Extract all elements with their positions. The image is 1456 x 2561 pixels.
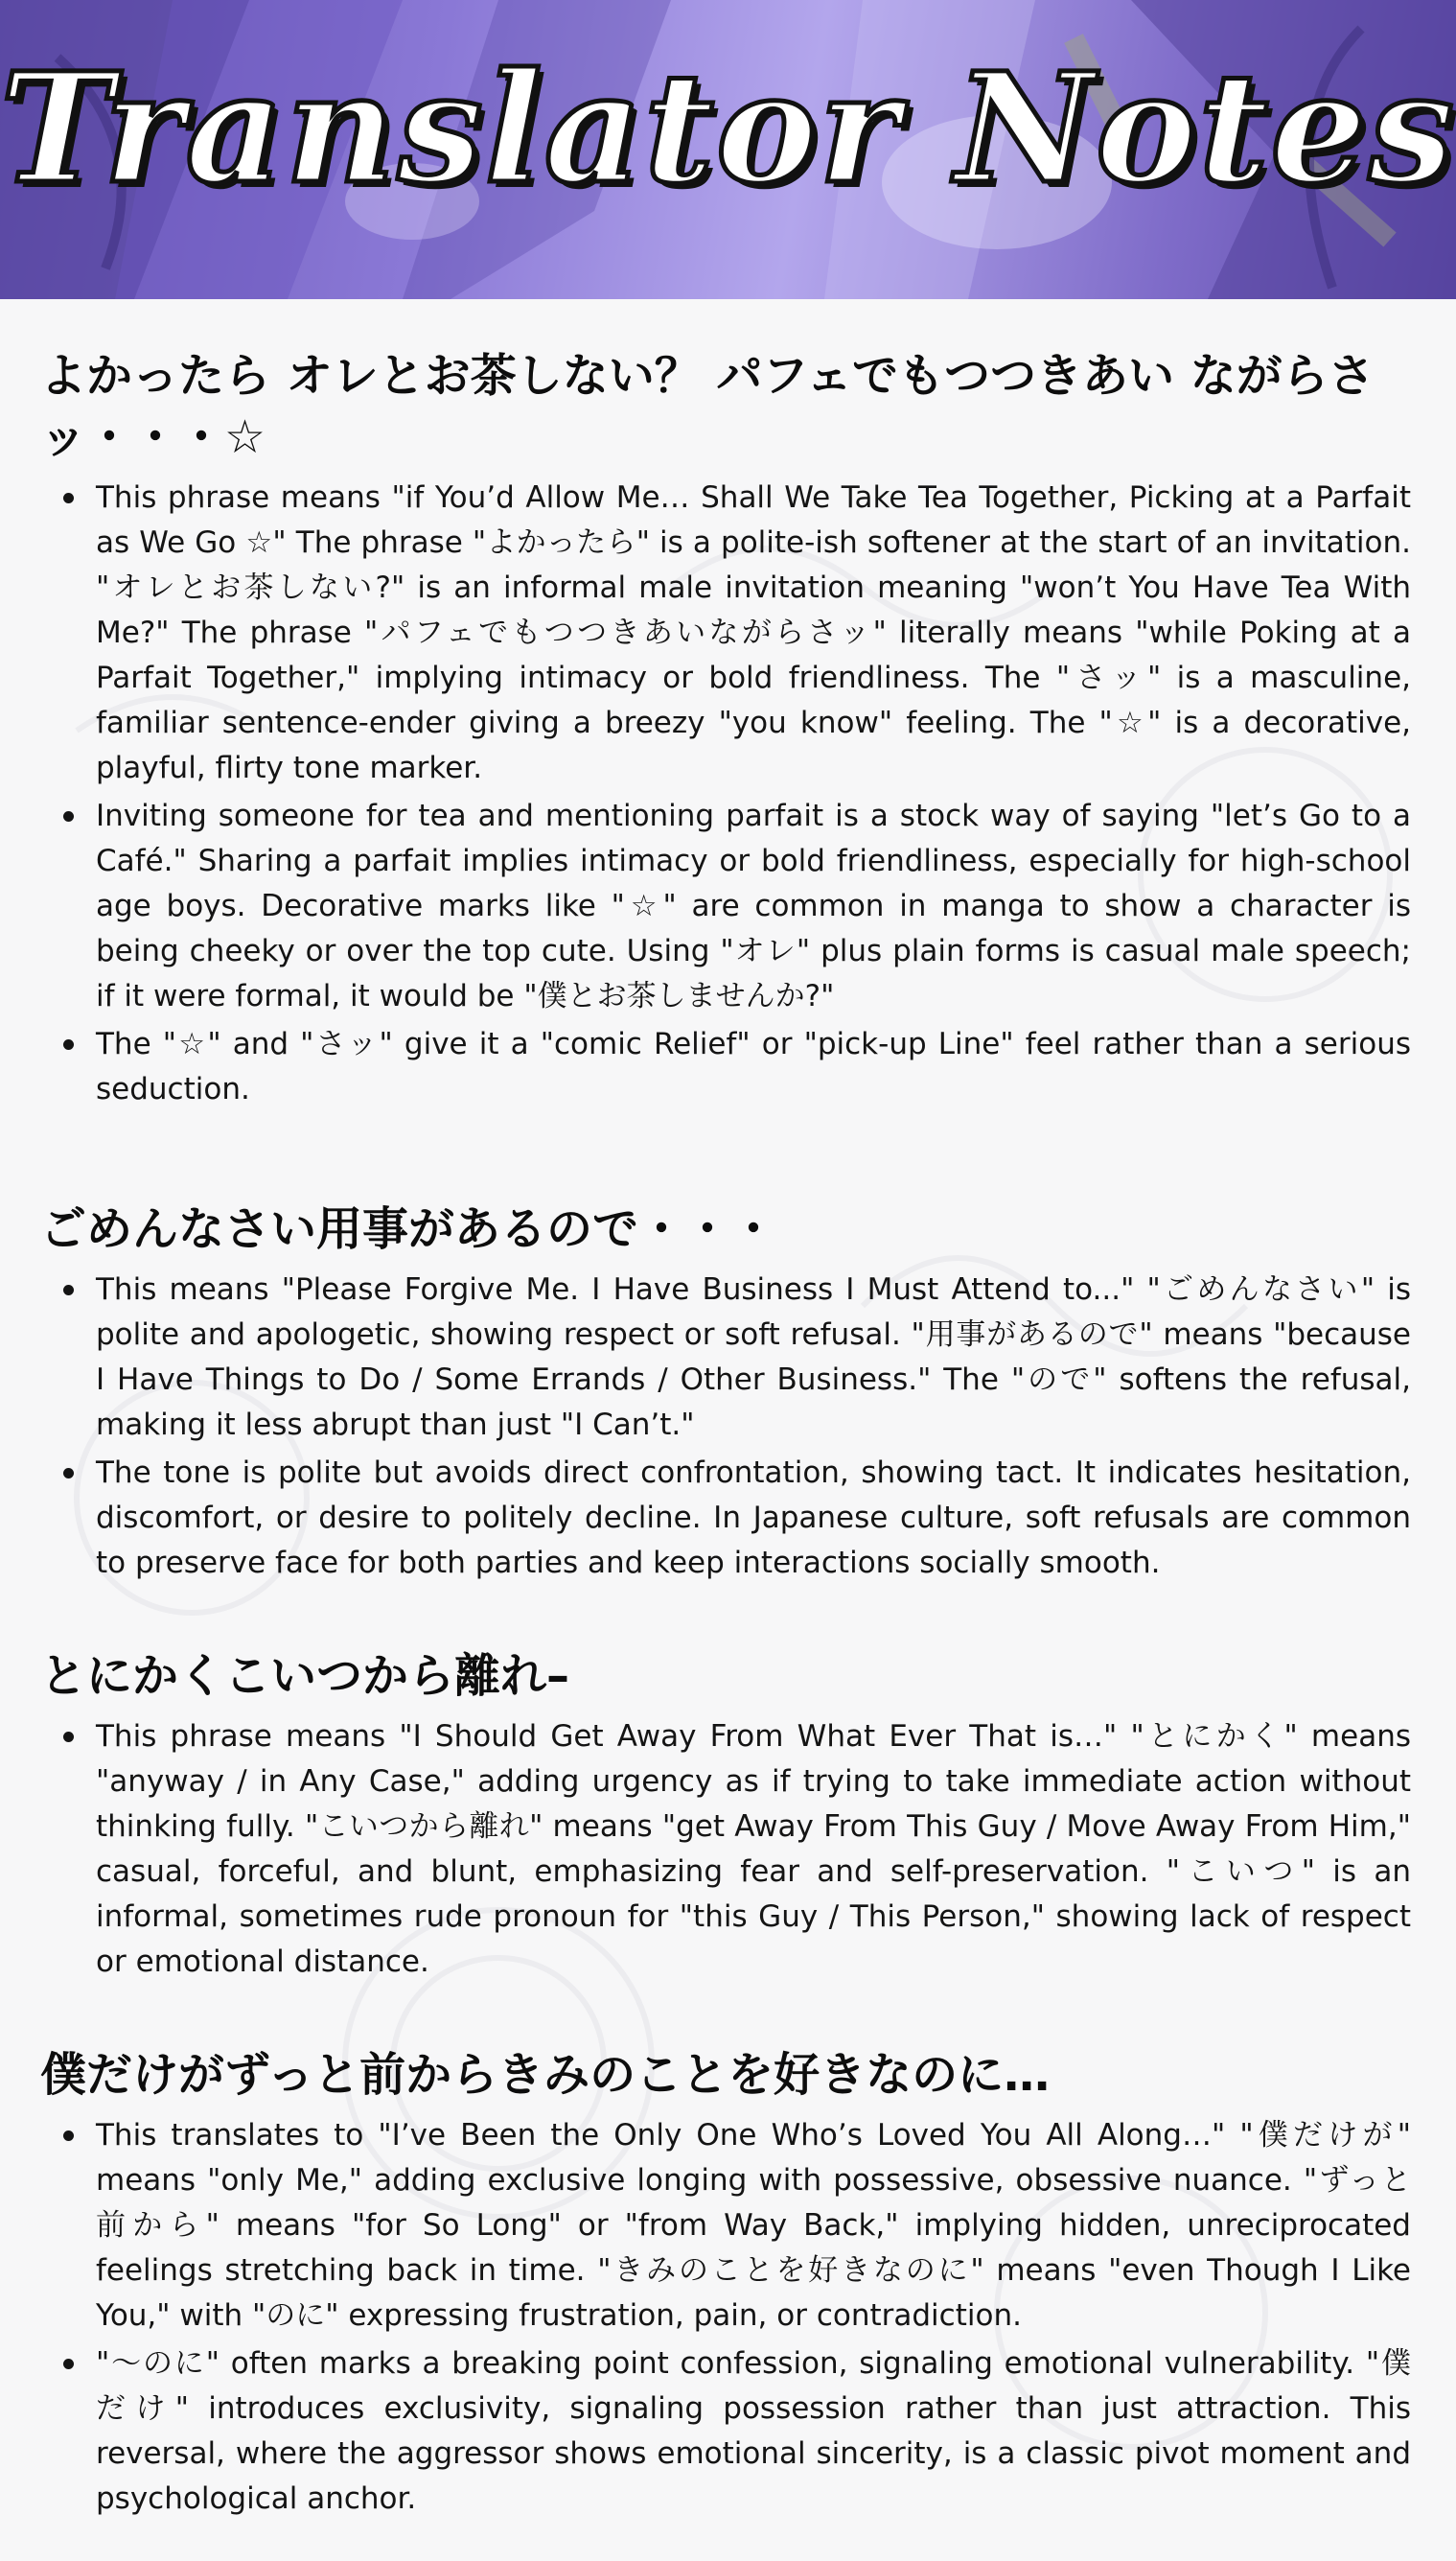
bullet-list xyxy=(40,1714,1411,1985)
section-heading: よかったら オレとお茶しない？ パフェでもつつきあい ながらさッ・・・☆ xyxy=(40,349,1375,464)
banner-title: Translator Notes xyxy=(0,40,1456,218)
bullet-point: This phrase means "if You’d Allow Me… Shall We Take Tea Together, Picking at a Parfait as We Go ☆" The phrase "よかったら" is a polite-ish softener at the start of an invitation. "オレとお茶しない?" is an informal male invitation meaning "won’t You Have Tea With Me?" The phrase "パフェでもつつきあいながらさッ" literally means "while Poking at a Parfait Together," implying intimacy or bold friendliness. The "さッ" is a masculine, familiar sentence-ender giving a breezy "you know" feeling. The "☆" is a decorative, playful, flirty tone marker. xyxy=(96,476,1411,791)
bullet-point: This phrase means "I Should Get Away From What Ever That is…" "とにかく" means "anyway / in Any Case," adding urgency as if trying to take immediate action without thinking fully. "こいつから離れ" means "get Away From This Guy / Move Away From Him," casual, forceful, and blunt, emphasizing fear and self-preservation. "こいつ" is an informal, sometimes rude pronoun for "this Guy / This Person," showing lack of respect or emotional distance. xyxy=(96,1714,1411,1985)
bullet-point: Inviting someone for tea and mentioning parfait is a stock way of saying "let’s Go to a Café." Sharing a parfait implies intimacy or bold friendliness, especially for high-school age boys. Decorative marks like "☆" are common in manga to show a character is being cheeky or over the top cute. Using "オレ" plus plain forms is casual male speech; if it were formal, it would be "僕とお茶しませんか?" xyxy=(96,794,1411,1019)
bullet-list xyxy=(40,1268,1411,1586)
bullet-point: "～のに" often marks a breaking point confession, signaling emotional vulnerability. "僕だけ" introduces exclusivity, signaling possession rather than just attraction. This reversal, where the aggressor shows emotional sincerity, is a classic pivot moment and psychological anchor. xyxy=(96,2341,1411,2522)
bullet-list xyxy=(40,2113,1411,2522)
note-section xyxy=(40,1199,1411,1586)
notes-content xyxy=(40,345,1411,2525)
bullet-point: This means "Please Forgive Me. I Have Business I Must Attend to..." "ごめんなさい" is polite and apologetic, showing respect or soft refusal. "用事があるので" means "because I Have Things to Do / Some Errands / Other Business." The "ので" softens the refusal, making it less abrupt than just "I Can’t." xyxy=(96,1268,1411,1448)
section-heading: 僕だけがずっと前からきみのことを好きなのに… xyxy=(40,2048,1051,2102)
section-heading: ごめんなさい用事があるので・・・ xyxy=(40,1202,777,1256)
bullet-list xyxy=(40,476,1411,1112)
section-heading: とにかくこいつから離れ– xyxy=(40,1649,570,1703)
bullet-point: The tone is polite but avoids direct confrontation, showing tact. It indicates hesitation, discomfort, or desire to politely decline. In Japanese culture, soft refusals are common to preserve face for both parties and keep interactions socially smooth. xyxy=(96,1451,1411,1586)
bullet-point: The "☆" and "さッ" give it a "comic Relief" or "pick-up Line" feel rather than a serious seduction. xyxy=(96,1022,1411,1112)
bullet-point: This translates to "I’ve Been the Only One Who’s Loved You All Along…" "僕だけが" means "only Me," adding exclusive longing with possessive, obsessive nuance. "ずっと前から" means "for So Long" or "from Way Back," implying hidden, unreciprocated feelings stretching back in time. "きみのことを好きなのに" means "even Though I Like You," with "のに" expressing frustration, pain, or contradiction. xyxy=(96,2113,1411,2339)
note-section xyxy=(40,1645,1411,1985)
header-banner xyxy=(0,0,1456,299)
note-section xyxy=(40,2044,1411,2522)
note-section xyxy=(40,345,1411,1112)
